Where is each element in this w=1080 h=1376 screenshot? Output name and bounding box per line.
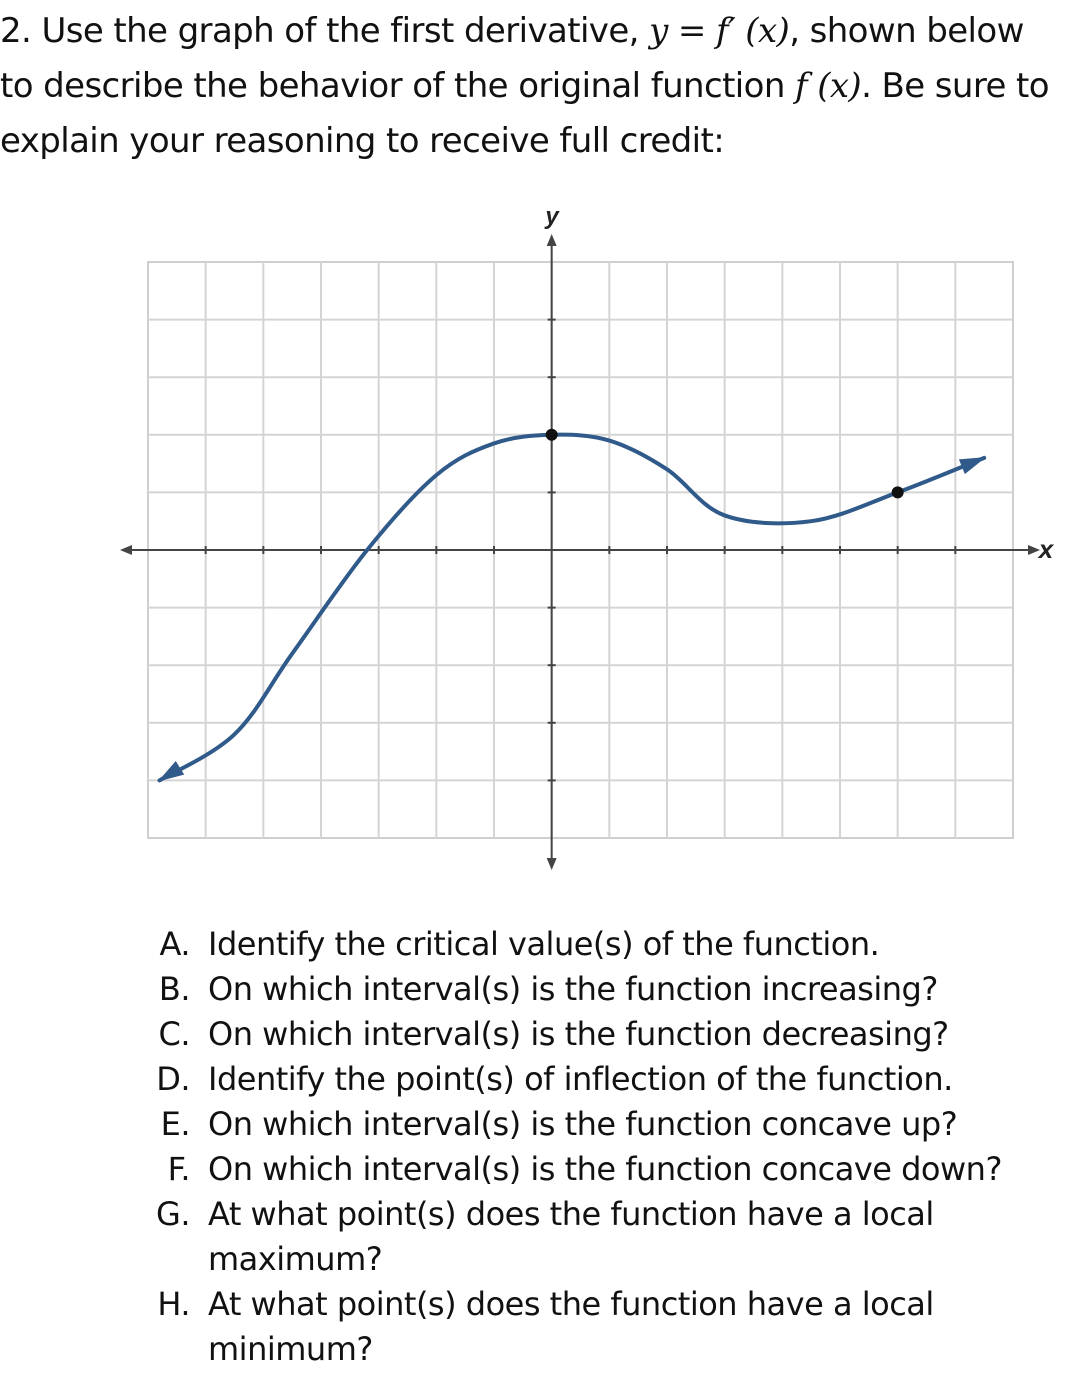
question-line-2-text: to describe the behavior of the original function (0, 66, 795, 106)
marked-point (892, 486, 904, 498)
part-text: At what point(s) does the function have a local maximum? (208, 1195, 934, 1278)
question-line-3: explain your reasoning to receive full credit: (0, 121, 725, 161)
part-text: On which interval(s) is the function concave down? (208, 1150, 1002, 1188)
question-part (150, 1147, 1050, 1192)
question-line-1 (0, 4, 1075, 59)
part-text: On which interval(s) is the function concave up? (208, 1105, 958, 1143)
question-line-1-text: 2. Use the graph of the first derivative, (0, 11, 650, 51)
question-part (150, 1192, 1050, 1282)
part-letter: H. (157, 1285, 190, 1323)
x-axis-left-arrow (120, 545, 132, 555)
question-part (150, 1057, 1050, 1102)
question-line-2 (0, 59, 1075, 114)
question-part (150, 1012, 1050, 1057)
derivative-graph (0, 190, 1080, 890)
part-text: On which interval(s) is the function increasing? (208, 970, 938, 1008)
part-letter: F. (167, 1150, 190, 1188)
x-axis-label: x (1038, 534, 1054, 564)
question-parts-list (150, 922, 1050, 1372)
y-axis-bottom-arrow (547, 858, 557, 870)
question-line-2-end: . Be sure to (861, 66, 1049, 106)
part-letter: G. (156, 1195, 190, 1233)
y-axis-label: y (545, 203, 559, 230)
part-text: On which interval(s) is the function decreasing? (208, 1015, 949, 1053)
part-letter: D. (156, 1060, 190, 1098)
part-letter: A. (159, 925, 190, 963)
part-letter: C. (158, 1015, 190, 1053)
part-text: At what point(s) does the function have a local minimum? (208, 1285, 934, 1368)
derivative-expression: y = f′ (x) (649, 11, 790, 51)
question-line-1-end: , shown below (789, 11, 1024, 51)
question-part (150, 922, 1050, 967)
question-prompt (0, 4, 1075, 169)
question-part (150, 967, 1050, 1012)
question-part (150, 1102, 1050, 1147)
question-part (150, 1282, 1050, 1372)
part-text: Identify the critical value(s) of the function. (208, 925, 880, 963)
y-axis-top-arrow (547, 234, 557, 246)
part-letter: E. (160, 1105, 190, 1143)
function-expression: f (x) (795, 66, 862, 106)
part-text: Identify the point(s) of inflection of the function. (208, 1060, 953, 1098)
marked-point (546, 429, 558, 441)
part-letter: B. (158, 970, 190, 1008)
